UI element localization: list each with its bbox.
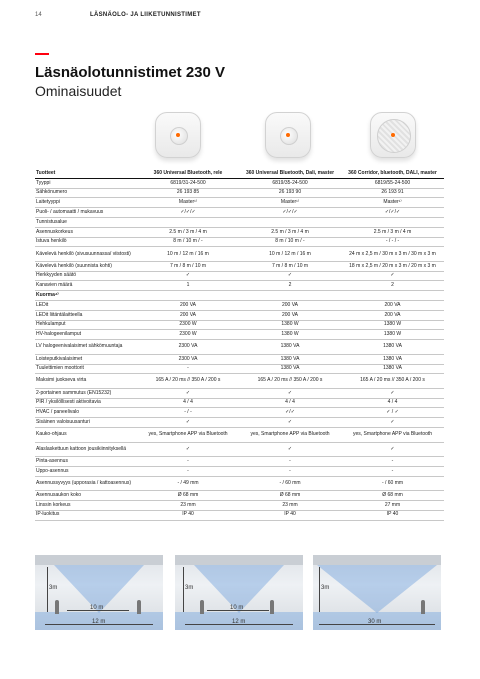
row-value: Ø 68 mm: [341, 491, 444, 501]
device-image-corridor: [370, 112, 416, 158]
inner-dimension: 10 m: [230, 605, 244, 611]
table-row: [35, 476, 444, 491]
row-label: 2-portainen sammutus (EN15232): [35, 388, 137, 398]
row-value: 6819/35-24-500: [239, 178, 341, 188]
row-value: - / 49 mm: [137, 476, 239, 491]
row-label: Laitetyyppi: [35, 198, 137, 208]
row-value: ✓: [239, 388, 341, 398]
row-value: Ø 68 mm: [239, 491, 341, 501]
column-header: 360 Universal Bluetooth, rele: [137, 169, 239, 178]
row-value: 10 m / 12 m / 16 m: [137, 247, 239, 262]
row-value: 2300 W: [137, 320, 239, 330]
table-row: [35, 388, 444, 398]
row-value: ✓ / ✓: [341, 408, 444, 418]
row-value: ✓: [341, 418, 444, 428]
row-label: Puoli- / automaatti / mukavuus: [35, 208, 137, 218]
table-row: [35, 227, 444, 237]
row-label: Linssin korkeus: [35, 500, 137, 510]
row-label: Sisäinen valoisuusanturi: [35, 418, 137, 428]
row-value: IP 40: [341, 510, 444, 520]
coverage-image-2: [175, 555, 303, 630]
row-value: ✓/✓/✓: [239, 208, 341, 218]
row-value: 1380 W: [239, 330, 341, 340]
row-value: ✓: [341, 442, 444, 457]
table-row: [35, 340, 444, 355]
row-value: 4 / 4: [341, 398, 444, 408]
row-value: -: [137, 457, 239, 467]
row-value: Ø 68 mm: [137, 491, 239, 501]
page-subtitle: Ominaisuudet: [35, 83, 122, 99]
row-value: 26 193 91: [341, 188, 444, 198]
row-value: -: [341, 466, 444, 476]
row-value: 1380 W: [341, 330, 444, 340]
column-header: Tuotteet: [35, 169, 137, 178]
row-label: HVAC / paneelivalo: [35, 408, 137, 418]
row-value: -: [239, 466, 341, 476]
row-label: LEDit: [35, 301, 137, 311]
device-image-universal-rele: [155, 112, 201, 158]
row-label: Kävelevä henkilö (suunnista kohti): [35, 261, 137, 271]
row-value: [239, 291, 341, 301]
row-value: ✓: [239, 271, 341, 281]
row-value: 2.5 m / 3 m / 4 m: [137, 227, 239, 237]
row-label: Kanavien määrä: [35, 281, 137, 291]
outer-dimension: 12 m: [232, 619, 246, 625]
row-value: 8 m / 10 m / -: [239, 237, 341, 247]
row-label: Tuulettimien moottorit: [35, 364, 137, 374]
table-row: [35, 271, 444, 281]
row-label: Loisteputkivalaisimet: [35, 354, 137, 364]
row-label: PIR / yksilöllisesti aktivoitavia: [35, 398, 137, 408]
row-value: 1380 VA: [341, 354, 444, 364]
table-row: [35, 398, 444, 408]
row-label: Sähkönumero: [35, 188, 137, 198]
row-value: 1380 VA: [239, 354, 341, 364]
row-label: Uppo-asennus: [35, 466, 137, 476]
row-label: Alaslaskettuun kattoon jousikiinnityksellä: [35, 442, 137, 457]
table-row: [35, 301, 444, 311]
row-value: 2300 VA: [137, 340, 239, 355]
row-value: 200 VA: [239, 301, 341, 311]
row-value: 2.5 m / 3 m / 4 m: [341, 227, 444, 237]
row-value: - / -: [137, 408, 239, 418]
row-label: Asennussyvyys (upporasia / kattoasennus): [35, 476, 137, 491]
row-value: ✓: [137, 388, 239, 398]
row-value: 10 m / 12 m / 16 m: [239, 247, 341, 262]
row-value: 165 A / 20 ms // 350 A / 200 s: [239, 374, 341, 389]
row-value: 2: [341, 281, 444, 291]
column-header: 360 Corridor, bluetooth, DALI, master: [341, 169, 444, 178]
table-row: [35, 510, 444, 520]
row-value: 6819/31-24-500: [137, 178, 239, 188]
table-row: [35, 374, 444, 389]
row-value: [137, 217, 239, 227]
row-value: 23 mm: [137, 500, 239, 510]
row-value: 1380 VA: [341, 364, 444, 374]
height-label: 3m: [49, 585, 58, 591]
inner-dimension: 10 m: [90, 605, 104, 611]
table-row: [35, 408, 444, 418]
row-value: ✓/✓: [239, 408, 341, 418]
row-label: Pinta-asennus: [35, 457, 137, 467]
row-value: ✓/✓/✓: [137, 208, 239, 218]
coverage-image-1: [35, 555, 163, 630]
row-value: 7 m / 8 m / 10 m: [137, 261, 239, 271]
row-value: - / 60 mm: [239, 476, 341, 491]
row-value: ✓: [137, 442, 239, 457]
row-value: yes, Smartphone APP via Bluetooth: [239, 428, 341, 443]
table-row: [35, 291, 444, 301]
row-value: 200 VA: [137, 310, 239, 320]
row-value: 200 VA: [137, 301, 239, 311]
row-value: 1380 W: [239, 320, 341, 330]
row-value: [137, 291, 239, 301]
column-header: 360 Universal Bluetooth, Dali, master: [239, 169, 341, 178]
row-value: ✓/✓/✓: [341, 208, 444, 218]
row-value: ✓: [137, 418, 239, 428]
row-value: 1: [137, 281, 239, 291]
table-row: [35, 500, 444, 510]
row-value: - / - / -: [341, 237, 444, 247]
table-row: [35, 217, 444, 227]
row-value: ✓: [239, 418, 341, 428]
table-row: [35, 261, 444, 271]
row-value: Master¹⁾: [341, 198, 444, 208]
row-value: ✓: [341, 388, 444, 398]
spec-table: [35, 169, 444, 521]
accent-bar: [35, 53, 49, 55]
table-row: [35, 281, 444, 291]
row-value: 4 / 4: [239, 398, 341, 408]
row-value: ✓: [137, 271, 239, 281]
row-value: 7 m / 8 m / 10 m: [239, 261, 341, 271]
row-value: 6819/55-24-500: [341, 178, 444, 188]
outer-dimension: 12 m: [92, 619, 106, 625]
row-value: 8 m / 10 m / -: [137, 237, 239, 247]
row-value: - / 60 mm: [341, 476, 444, 491]
row-value: 4 / 4: [137, 398, 239, 408]
row-value: 1380 VA: [341, 340, 444, 355]
row-value: 1380 VA: [239, 364, 341, 374]
row-value: IP 40: [239, 510, 341, 520]
row-label: Kävelevä henkilö (sivusuunnassa/ viistosti): [35, 247, 137, 262]
row-label: Kuorma⁴⁾: [35, 291, 137, 301]
row-label: Kauko-ohjaus: [35, 428, 137, 443]
table-row: [35, 178, 444, 188]
row-value: 26 193 90: [239, 188, 341, 198]
row-value: Master¹⁾: [239, 198, 341, 208]
table-header-row: [35, 169, 444, 178]
row-value: 23 mm: [239, 500, 341, 510]
table-row: [35, 491, 444, 501]
table-row: [35, 364, 444, 374]
row-value: IP 40: [137, 510, 239, 520]
table-row: [35, 320, 444, 330]
table-row: [35, 247, 444, 262]
row-label: Herkkyyden säätö: [35, 271, 137, 281]
page-number: 14: [35, 12, 42, 18]
row-value: 165 A / 20 ms // 350 A / 200 s: [137, 374, 239, 389]
row-value: 24 m x 2,5 m / 30 m x 3 m / 30 m x 3 m: [341, 247, 444, 262]
table-row: [35, 428, 444, 443]
row-value: [341, 291, 444, 301]
table-row: [35, 442, 444, 457]
row-value: 200 VA: [341, 301, 444, 311]
row-value: 2300 VA: [137, 354, 239, 364]
row-label: Hehkulamput: [35, 320, 137, 330]
row-label: Tyyppi: [35, 178, 137, 188]
table-row: [35, 237, 444, 247]
row-value: [341, 217, 444, 227]
row-value: yes, Smartphone APP via Bluetooth: [341, 428, 444, 443]
page-title: Läsnäolotunnistimet 230 V: [35, 64, 226, 81]
row-value: ✓: [239, 442, 341, 457]
running-header: LÄSNÄOLO- JA LIIKETUNNISTIMET: [90, 12, 201, 18]
height-label: 3m: [185, 585, 194, 591]
table-row: [35, 208, 444, 218]
table-row: [35, 310, 444, 320]
height-label: 3m: [321, 585, 330, 591]
row-label: Maksimi juokseva virta: [35, 374, 137, 389]
row-label: LEDit liitäntälaitteella: [35, 310, 137, 320]
row-value: -: [239, 457, 341, 467]
row-value: yes, Smartphone APP via Bluetooth: [137, 428, 239, 443]
row-value: 27 mm: [341, 500, 444, 510]
row-label: Asennuskorkeus: [35, 227, 137, 237]
table-row: [35, 457, 444, 467]
row-value: 165 A / 20 ms // 350 A / 200 s: [341, 374, 444, 389]
row-label: Tunnistusalue: [35, 217, 137, 227]
outer-dimension: 30 m: [368, 619, 382, 625]
row-value: 200 VA: [239, 310, 341, 320]
row-label: Istuva henkilö: [35, 237, 137, 247]
row-value: 2: [239, 281, 341, 291]
coverage-image-3: [313, 555, 441, 630]
row-value: ✓: [341, 271, 444, 281]
table-row: [35, 330, 444, 340]
device-image-universal-dali: [265, 112, 311, 158]
row-value: -: [341, 457, 444, 467]
row-value: -: [137, 364, 239, 374]
row-label: LV halogeenivalaisimet sähkömuuntaja: [35, 340, 137, 355]
table-row: [35, 418, 444, 428]
table-row: [35, 354, 444, 364]
row-value: 200 VA: [341, 310, 444, 320]
table-row: [35, 198, 444, 208]
row-value: 2.5 m / 3 m / 4 m: [239, 227, 341, 237]
table-row: [35, 188, 444, 198]
row-value: 18 m x 2,5 m / 20 m x 3 m / 20 m x 3 m: [341, 261, 444, 271]
row-label: IP-luokitus: [35, 510, 137, 520]
row-value: 26 193 85: [137, 188, 239, 198]
table-row: [35, 466, 444, 476]
row-value: 2300 W: [137, 330, 239, 340]
row-value: -: [137, 466, 239, 476]
row-value: [239, 217, 341, 227]
row-label: Asennusaukon koko: [35, 491, 137, 501]
row-label: HV-halogeenilamput: [35, 330, 137, 340]
row-value: 1380 VA: [239, 340, 341, 355]
row-value: Master¹⁾: [137, 198, 239, 208]
row-value: 1380 W: [341, 320, 444, 330]
